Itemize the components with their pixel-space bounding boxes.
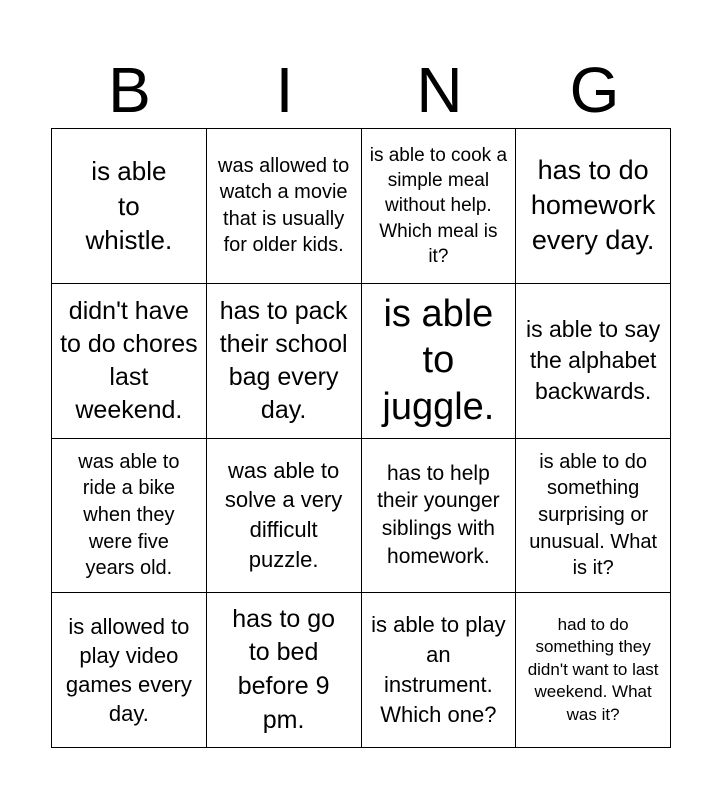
bingo-cell-text: has to pack their school bag every day. [219,296,348,424]
bingo-cell[interactable] [362,284,517,439]
bingo-cell-text: is able to say the alphabet backwards. [526,315,661,405]
bingo-cell-text: is able to do something surprising or unusual. What is it? [529,450,658,580]
bingo-cell-text: had to do something they didn't want to last weekend. What was it? [527,615,659,724]
bingo-cell-text: has to do homework every day. [530,155,656,256]
bingo-cell[interactable] [362,593,517,748]
bingo-cell[interactable] [516,129,671,284]
bingo-cell[interactable] [516,593,671,748]
bingo-cell-text: was able to solve a very difficult puzzle. [224,457,343,573]
bingo-cell[interactable] [362,129,517,284]
bingo-cell-text: didn't have to do chores last weekend. [60,296,198,424]
bingo-cell-text: was allowed to watch a movie that is usually for older kids. [218,154,350,257]
bingo-cell-text: is able to whistle. [85,156,173,256]
bingo-cell-text: was able to ride a bike when they were five years old. [78,450,180,580]
bingo-header [52,52,672,128]
bingo-cell-text: is able to juggle. [382,293,495,428]
bingo-cell[interactable] [207,439,362,594]
bingo-cell[interactable] [207,129,362,284]
header-letter-g: G [569,54,620,126]
bingo-cell[interactable] [207,284,362,439]
bingo-cell-text: is able to play an instrument. Which one? [371,612,506,728]
bingo-cell-text: has to go to bed before 9 pm. [232,604,336,734]
header-letter-i: I [275,54,294,126]
header-letter-n: N [416,54,463,126]
bingo-cell[interactable] [516,284,671,439]
bingo-cell[interactable] [516,439,671,594]
bingo-cell[interactable] [207,593,362,748]
bingo-cell-text: is allowed to play video games every day. [65,613,192,727]
bingo-cell-text: is able to cook a simple meal without help. Which meal is it? [369,144,508,267]
bingo-cell[interactable] [52,284,207,439]
bingo-cell[interactable] [52,129,207,284]
bingo-cell[interactable] [362,439,517,594]
bingo-grid [51,128,671,748]
bingo-cell[interactable] [52,439,207,594]
bingo-cell-text: has to help their younger siblings with homework. [377,461,500,569]
header-letter-b: B [108,54,151,126]
bingo-cell[interactable] [52,593,207,748]
